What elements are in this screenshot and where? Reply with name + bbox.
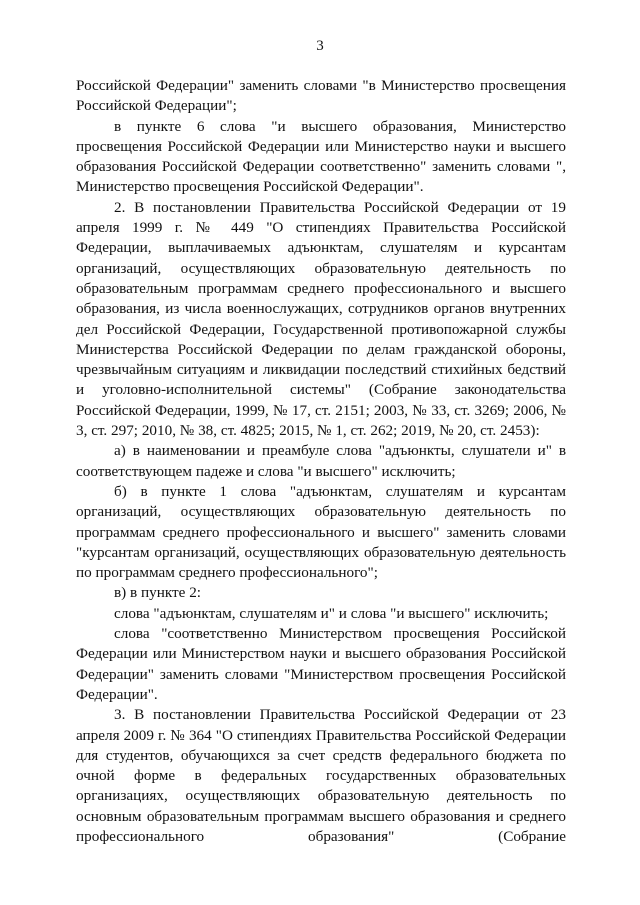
paragraph: в пункте 6 слова "и высшего образования, Министерство просвещения Российской Федерации или Министерство науки и высшего образования Российской Федерации соответственно" заменить словами ", Министерство просвещения Российской Федерации". <box>76 117 566 196</box>
paragraph: слова "соответственно Министерством просвещения Российской Федерации или Министерством науки и высшего образования Российской Федерации" заменить словами "Министерством просвещения Российской Федерации". <box>76 625 566 703</box>
paragraph: 3. В постановлении Правительства Российской Федерации от 23 апреля 2009 г. № 364 "О стипендиях Правительства Российской Федерации для студентов, обучающихся за счет средств федерального бюджета по очной форме в федеральных государственных образовательных организациях, осуществляющих образовательную деятельность по основным образовательным программам высшего образования и среднего профессионального образования" (Собрание <box>76 706 566 845</box>
paragraph: Российской Федерации" заменить словами "в Министерство просвещения Российской Федерации"; <box>76 77 566 115</box>
paragraph: слова "адъюнктам, слушателям и" и слова "и высшего" исключить; <box>114 604 549 622</box>
paragraph: в) в пункте 2: <box>114 584 202 602</box>
document-body <box>76 76 566 847</box>
paragraph: б) в пункте 1 слова "адъюнктам, слушателям и курсантам организаций, осуществляющих образовательную деятельность по программам среднего профессионального и высшего" заменить словами "курсантам организаций, осуществляющих образовательную деятельность по программам среднего профессионального"; <box>76 482 566 582</box>
page-number: 3 <box>316 38 324 54</box>
paragraph: 2. В постановлении Правительства Российской Федерации от 19 апреля 1999 г. № 449 "О стипендиях Правительства Российской Федерации, выплачиваемых адъюнктам, слушателям и курсантам организаций, осуществляющих образовательную деятельность по образовательным программам среднего профессионального и высшего образования, из числа военнослужащих, сотрудников органов внутренних дел Российской Федерации, Государственной противопожарной службы Министерства Российской Федерации по делам гражданской обороны, чрезвычайным ситуациям и ликвидации последствий стихийных бедствий и уголовно-исполнительной системы" (Собрание законодательства Российской Федерации, 1999, № 17, ст. 2151; 2003, № 33, ст. 3269; 2006, № 3, ст. 297; 2010, № 38, ст. 4825; 2015, № 1, ст. 262; 2019, № 20, ст. 2453): <box>76 198 566 440</box>
paragraph: а) в наименовании и преамбуле слова "адъюнкты, слушатели и" в соответствующем падеже и слова "и высшего" исключить; <box>76 442 566 480</box>
